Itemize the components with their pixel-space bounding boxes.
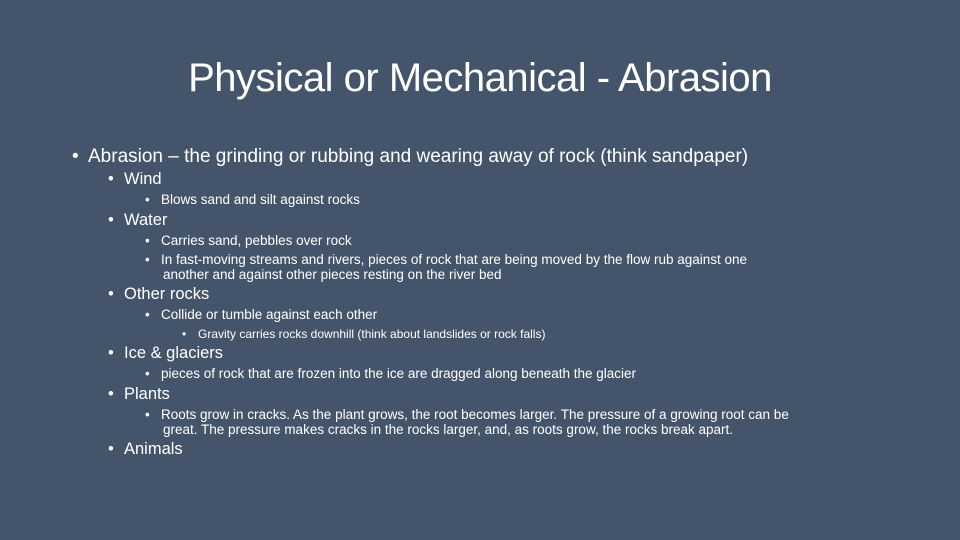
agent-ice-glaciers	[108, 344, 223, 363]
detail-item	[145, 366, 636, 381]
detail-text: In fast-moving streams and rivers, pieces of rock that are being moved by the flow rub against one	[161, 252, 748, 267]
agent-label: Wind	[124, 170, 162, 188]
bullet-marker: •	[145, 192, 150, 207]
agent-label: Ice & glaciers	[124, 344, 224, 362]
detail-text: Carries sand, pebbles over rock	[161, 233, 352, 248]
main-point-text: Abrasion – the grinding or rubbing and wearing away of rock (think sandpaper)	[88, 146, 749, 167]
bullet-marker: •	[108, 440, 114, 458]
detail-text: great. The pressure makes cracks in the rocks larger, and, as roots grow, the rocks break apart.	[163, 422, 734, 437]
sub-detail-item	[182, 327, 545, 341]
detail-text: Blows sand and silt against rocks	[161, 192, 360, 207]
agent-other-rocks	[108, 285, 209, 304]
bullet-marker: •	[145, 307, 150, 322]
bullet-marker: •	[108, 285, 114, 303]
detail-item	[145, 252, 747, 267]
bullet-marker: •	[145, 407, 150, 422]
detail-continuation	[163, 422, 733, 437]
bullet-marker: •	[108, 170, 114, 188]
detail-text: pieces of rock that are frozen into the ice are dragged along beneath the glacier	[161, 366, 637, 381]
bullet-marker: •	[108, 211, 114, 229]
bullet-marker: •	[108, 385, 114, 403]
bullet-marker: •	[145, 233, 150, 248]
detail-item	[145, 233, 352, 248]
bullet-marker: •	[182, 327, 187, 341]
detail-text: another and against other pieces resting on the river bed	[163, 267, 502, 282]
detail-text: Roots grow in cracks. As the plant grows, the root becomes larger. The pressure of a growing root can be	[161, 407, 789, 422]
detail-text: Collide or tumble against each other	[161, 307, 378, 322]
sub-detail-text: Gravity carries rocks downhill (think about landslides or rock falls)	[198, 327, 546, 341]
agent-plants	[108, 385, 170, 404]
detail-item	[145, 192, 360, 207]
agent-animals	[108, 440, 183, 459]
slide-title: Physical or Mechanical - Abrasion	[188, 56, 772, 100]
agent-label: Plants	[124, 385, 170, 403]
detail-item	[145, 307, 377, 322]
agent-label: Animals	[124, 440, 183, 458]
detail-continuation	[163, 267, 501, 282]
bullet-marker: •	[72, 146, 79, 167]
detail-item	[145, 407, 789, 422]
agent-wind	[108, 170, 162, 189]
agent-label: Other rocks	[124, 285, 210, 303]
agent-label: Water	[124, 211, 168, 229]
main-bullet	[72, 146, 748, 168]
bullet-marker: •	[145, 366, 150, 381]
agent-water	[108, 211, 167, 230]
bullet-marker: •	[145, 252, 150, 267]
bullet-marker: •	[108, 344, 114, 362]
